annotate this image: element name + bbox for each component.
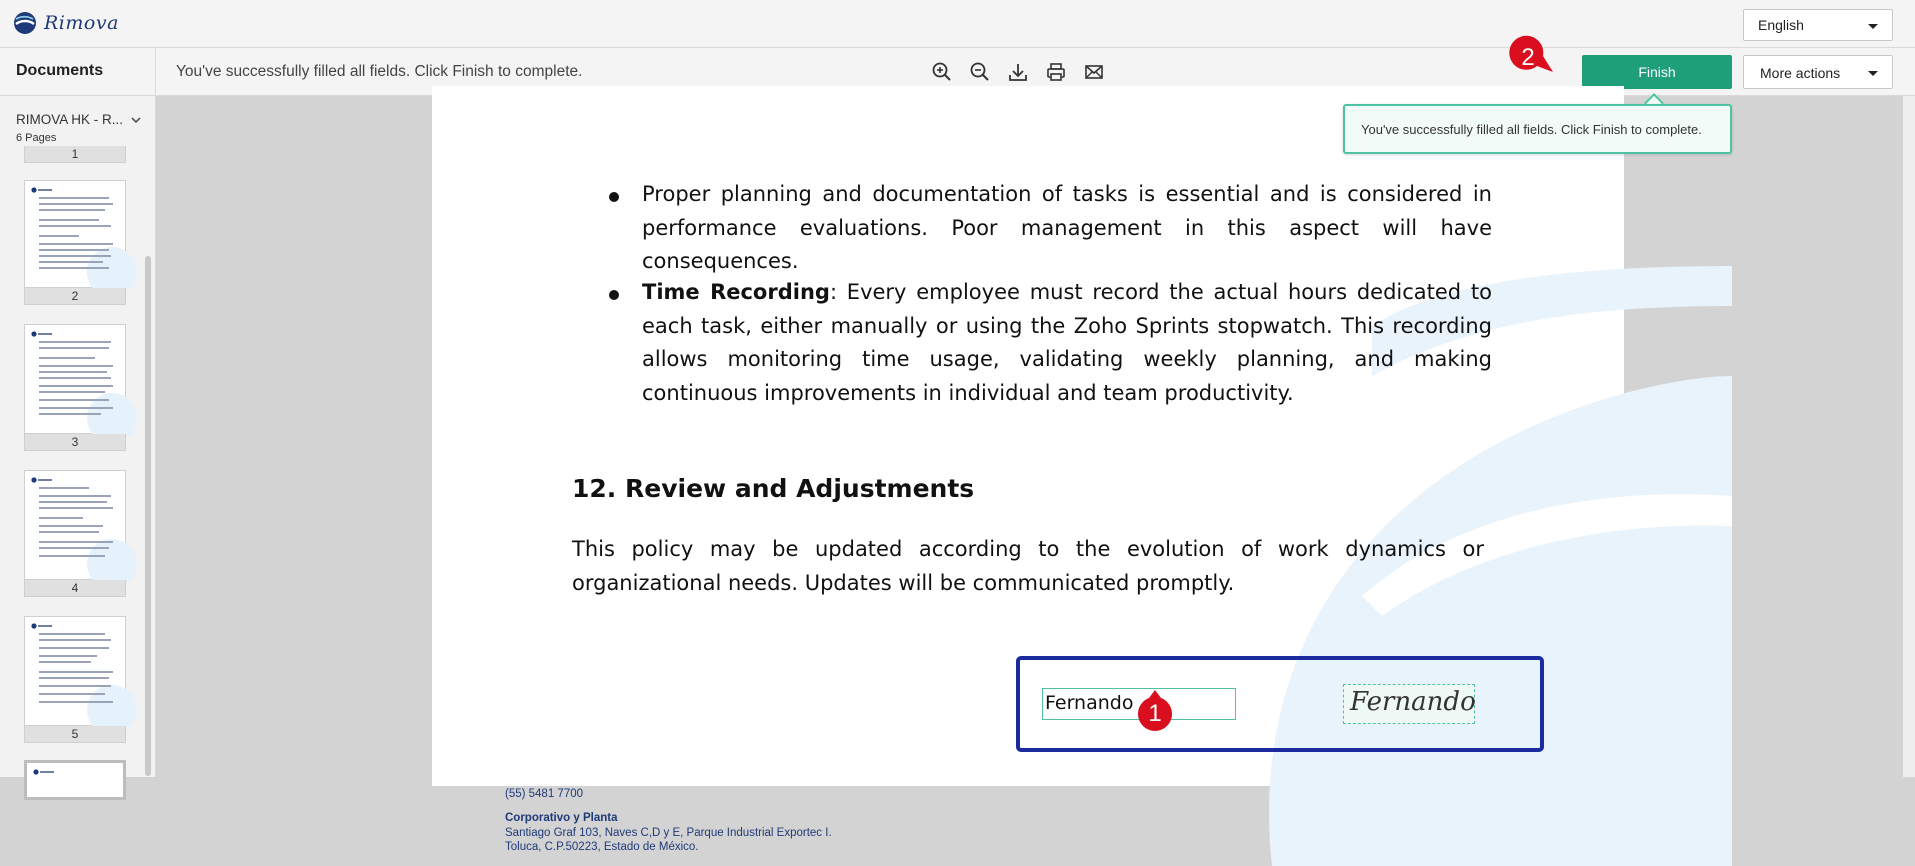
thumbnail-line: [39, 255, 111, 257]
thumbnail-line: [39, 495, 111, 497]
thumbnail-line: [39, 371, 107, 373]
thumbnail-logo-icon: [31, 477, 53, 483]
thumbnail-line: [39, 531, 99, 533]
thumbnail-line: [39, 341, 111, 343]
top-bar: [0, 0, 1915, 48]
finish-tooltip: You've successfully filled all fields. Click Finish to complete.: [1343, 104, 1732, 154]
thumbnail-line: [39, 541, 113, 543]
thumbnail-line: [39, 671, 113, 673]
thumbnail-page-4[interactable]: 4: [24, 580, 126, 597]
thumbnail-line: [39, 407, 113, 409]
thumbnail-line: [39, 365, 113, 367]
thumbnail-page-3[interactable]: 3: [24, 434, 126, 451]
thumbnail-page-5[interactable]: 5: [24, 726, 126, 743]
bullet-text: Proper planning and documentation of tasks is essential and is considered in performance evaluations. Poor management in this aspect will have consequences.: [642, 182, 1492, 273]
download-icon[interactable]: [1006, 60, 1030, 84]
footer-phone: (55) 5481 7700: [505, 788, 584, 800]
thumbnail-line: [39, 661, 91, 663]
thumbnail-line: [39, 693, 105, 695]
logo-text: Rimova: [44, 12, 119, 34]
thumbnail-line: [39, 385, 113, 387]
thumbnail-page-1[interactable]: 1: [24, 146, 126, 163]
thumbnail-page-6-preview[interactable]: [24, 760, 126, 800]
thumbnail-page-4-preview[interactable]: [24, 470, 126, 580]
print-icon[interactable]: [1044, 60, 1068, 84]
thumbnail-line: [39, 347, 109, 349]
name-field[interactable]: Fernando: [1042, 688, 1236, 720]
zoom-out-icon[interactable]: [968, 60, 992, 84]
document-page: [432, 86, 1624, 853]
page-thumbnails-sidebar: [0, 96, 156, 777]
footer-address-line: Toluca, C.P.50223, Estado de México.: [505, 841, 699, 853]
thumbnail-line: [39, 197, 109, 199]
viewer-scrollbar[interactable]: [1903, 96, 1915, 777]
language-value: English: [1758, 17, 1804, 33]
thumbnail-line: [39, 413, 101, 415]
finish-button[interactable]: Finish: [1582, 55, 1732, 89]
thumbnail-line: [39, 647, 109, 649]
thumbnail-line: [39, 235, 79, 237]
email-icon[interactable]: [1082, 60, 1106, 84]
bullet-text: : Every employee must record the actual hours dedicated to each task, either manually or using the Zoho Sprints stopwatch. This recording allows monitoring time usage, validating weekly planning, and making continuous improvements in individual and team productivity.: [642, 280, 1492, 405]
status-message: You've successfully filled all fields. Click Finish to complete.: [176, 63, 583, 80]
sidebar-scrollbar[interactable]: [145, 256, 151, 776]
thumbnail-line: [39, 209, 105, 211]
thumbnail-line: [39, 487, 89, 489]
page-count: 6 Pages: [16, 132, 57, 144]
thumbnail-line: [39, 701, 113, 703]
section-paragraph: This policy may be updated according to the evolution of work dynamics or organizational needs. Updates will be communicated promptly.: [572, 537, 1484, 595]
thumbnail-line: [39, 685, 111, 687]
caret-down-icon: [1868, 71, 1878, 76]
thumbnail-line: [39, 267, 109, 269]
thumbnail-line: [39, 377, 111, 379]
bullet-dot: [609, 192, 619, 202]
step-marker-1-label: 1: [1148, 700, 1162, 727]
thumbnail-line: [39, 225, 111, 227]
section-heading: 12. Review and Adjustments: [572, 474, 975, 503]
logo-mark-icon: [12, 10, 38, 36]
zoom-in-icon[interactable]: [930, 60, 954, 84]
signature-area-highlight: [1016, 656, 1544, 752]
bullet-item-time-recording: [572, 276, 1492, 410]
language-select[interactable]: [1743, 9, 1893, 41]
thumbnail-page-2-preview[interactable]: [24, 180, 126, 288]
thumbnail-line: [39, 547, 109, 549]
bullet-bold-term: Time Recording: [642, 280, 830, 304]
toolbar-icon-group: [930, 60, 1106, 84]
thumbnail-logo-icon: [31, 331, 53, 337]
more-actions-button[interactable]: [1743, 55, 1893, 89]
signature-text: Fernando: [1350, 687, 1476, 717]
document-viewer: [156, 96, 1915, 853]
company-logo[interactable]: [12, 10, 119, 36]
bullet-dot: [609, 290, 619, 300]
chevron-down-icon[interactable]: [130, 114, 142, 126]
step-marker-2-label: 2: [1521, 44, 1535, 71]
step-marker-1: [1133, 688, 1177, 732]
document-title[interactable]: RIMOVA HK - R...: [16, 112, 124, 127]
thumbnail-page-3-preview[interactable]: [24, 324, 126, 434]
footer-address: [505, 826, 832, 854]
thumbnail-line: [39, 677, 109, 679]
thumbnail-line: [39, 357, 95, 359]
thumbnail-line: [39, 555, 105, 557]
caret-down-icon: [1868, 24, 1878, 29]
thumbnail-line: [39, 507, 113, 509]
thumbnail-page-2[interactable]: 2: [24, 288, 126, 305]
thumbnail-line: [39, 203, 113, 205]
thumbnail-page-5-preview[interactable]: [24, 616, 126, 726]
thumbnail-line: [39, 391, 105, 393]
thumbnail-line: [39, 655, 97, 657]
thumbnail-line: [39, 243, 113, 245]
bullet-item-planning: [572, 178, 1492, 279]
thumbnail-line: [39, 261, 103, 263]
thumbnail-logo-icon: [33, 769, 55, 775]
step-marker-2: [1507, 36, 1559, 80]
more-actions-label: More actions: [1760, 65, 1841, 81]
thumbnail-logo-icon: [31, 623, 53, 629]
thumbnail-line: [39, 525, 103, 527]
documents-label: Documents: [0, 48, 156, 96]
thumbnail-line: [39, 633, 105, 635]
signature-field[interactable]: [1343, 684, 1475, 724]
thumbnail-logo-icon: [31, 187, 53, 193]
footer-title: Corporativo y Planta: [505, 812, 618, 824]
thumbnail-line: [39, 219, 99, 221]
footer-address-line: Santiago Graf 103, Naves C,D y E, Parque Industrial Exportec I.: [505, 827, 832, 839]
thumbnail-line: [39, 639, 111, 641]
thumbnail-line: [39, 249, 109, 251]
thumbnail-line: [39, 399, 109, 401]
thumbnail-line: [39, 501, 107, 503]
thumbnail-line: [39, 517, 83, 519]
